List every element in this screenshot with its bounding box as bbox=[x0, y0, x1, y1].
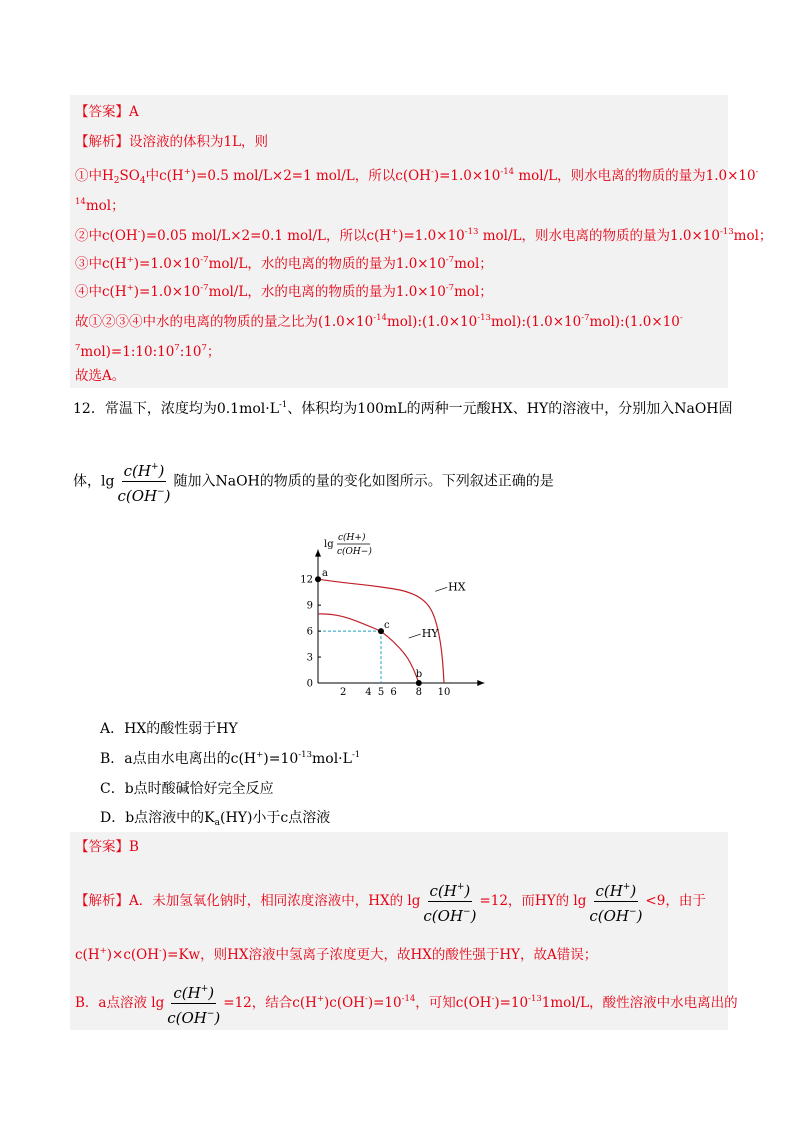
t: 7 bbox=[201, 343, 207, 353]
t: c(H bbox=[173, 984, 201, 1002]
t: - bbox=[364, 994, 368, 1004]
answer-line bbox=[75, 838, 139, 856]
t: 7 bbox=[174, 343, 180, 353]
ylabel-num: c(H+) bbox=[338, 533, 366, 543]
t: )=1.0×10 bbox=[433, 168, 501, 184]
point-b bbox=[416, 680, 422, 686]
t: -13 bbox=[464, 227, 479, 237]
t: ) bbox=[464, 882, 471, 900]
t: =12，结合c(H bbox=[223, 995, 317, 1011]
answer-value: A bbox=[129, 104, 139, 120]
analysis-line-4 bbox=[75, 251, 493, 273]
t: )=Kw，则HX溶液中氢离子浓度更大，故HX的酸性强于HY，故A错误； bbox=[161, 947, 598, 963]
t: ； bbox=[206, 344, 221, 360]
y-tick-label: 6 bbox=[306, 626, 313, 638]
t: ) bbox=[214, 1009, 221, 1027]
t: )=1.0×10 bbox=[133, 284, 201, 300]
analysis-line-0 bbox=[75, 133, 268, 151]
t: - bbox=[137, 227, 141, 237]
t: -14 bbox=[401, 994, 416, 1004]
series-leader-hx bbox=[435, 587, 447, 591]
t: ②中c(OH bbox=[75, 228, 138, 244]
t: 体，lg bbox=[73, 473, 115, 490]
fraction bbox=[115, 457, 172, 506]
option-d bbox=[100, 807, 330, 828]
t: c(H bbox=[123, 462, 151, 480]
t: 中c(H bbox=[145, 168, 184, 184]
t: + bbox=[126, 283, 134, 293]
series-leader-hy bbox=[409, 634, 421, 638]
t: :10 bbox=[179, 344, 202, 360]
t: mol/L，则水电离的物质的量为1.0×10 bbox=[514, 168, 756, 184]
series-line-hy bbox=[318, 614, 419, 683]
t: - bbox=[491, 994, 495, 1004]
t: mol/L，水的电离的物质的量为1.0×10 bbox=[208, 284, 446, 300]
t: + bbox=[316, 994, 324, 1004]
t: =12，而HY的 lg bbox=[479, 893, 587, 909]
t: -13 bbox=[528, 994, 542, 1004]
fraction bbox=[587, 877, 644, 926]
analysis-line-3 bbox=[75, 223, 772, 245]
t: -13 bbox=[298, 750, 312, 760]
y-tick-label: 12 bbox=[300, 574, 313, 586]
x-tick-label: 2 bbox=[340, 687, 347, 698]
t: ) bbox=[158, 462, 165, 480]
analysis-line-6 bbox=[75, 309, 683, 331]
t: ) bbox=[164, 487, 171, 505]
t: 4 bbox=[139, 176, 146, 186]
t: ) bbox=[208, 984, 215, 1002]
analysis-line-2 bbox=[75, 942, 597, 964]
t: )=10 bbox=[367, 995, 402, 1011]
answer-line bbox=[75, 103, 139, 121]
analysis-line-5 bbox=[75, 279, 493, 301]
option-b bbox=[100, 748, 360, 768]
t: mol):(1.0×10 bbox=[490, 314, 582, 330]
t: mol)=1:10:10 bbox=[80, 344, 175, 360]
chart-axes bbox=[315, 550, 484, 686]
t: mol):(1.0×10 bbox=[589, 314, 680, 330]
t: SO bbox=[119, 168, 140, 184]
t: c(OH bbox=[117, 487, 158, 505]
x-tick-label: 4 bbox=[365, 687, 372, 698]
analysis-label: 【解析】 bbox=[75, 893, 129, 909]
t: 故①②③④中水的电离的物质的量之比为(1.0×10 bbox=[75, 314, 374, 330]
chart-guides bbox=[318, 631, 381, 683]
t: 14 bbox=[75, 197, 86, 207]
answer-label: 【答案】 bbox=[75, 104, 129, 120]
ylabel-lg: lg bbox=[324, 539, 334, 550]
analysis-line-1 bbox=[75, 877, 706, 926]
chart bbox=[300, 520, 510, 700]
t: ) bbox=[636, 907, 643, 925]
t: B．a点由水电离出的c(H bbox=[100, 751, 257, 767]
analysis-line-7 bbox=[75, 339, 220, 361]
t: -7 bbox=[200, 283, 209, 293]
t: -1 bbox=[279, 400, 288, 410]
t: + bbox=[256, 750, 264, 760]
t: − bbox=[629, 907, 637, 917]
y-tick-label: 0 bbox=[306, 678, 313, 690]
point-a bbox=[315, 576, 321, 582]
t: )c(OH bbox=[324, 995, 365, 1011]
y-axis-arrow bbox=[315, 550, 321, 557]
option-a bbox=[100, 718, 238, 738]
question-line-2 bbox=[73, 457, 554, 506]
x-tick-label: 6 bbox=[390, 687, 397, 698]
series-label-hx: HX bbox=[448, 580, 466, 594]
t: mol； bbox=[454, 284, 493, 300]
t: mol； bbox=[85, 198, 125, 214]
analysis-label: 【解析】 bbox=[75, 134, 129, 150]
t: c(OH bbox=[423, 907, 464, 925]
t: − bbox=[157, 487, 165, 497]
t: )=0.05 mol/L×2=0.1 mol/L，所以c(H bbox=[140, 228, 392, 244]
t: )=10 bbox=[494, 995, 529, 1011]
t: - bbox=[679, 313, 683, 323]
t: -7 bbox=[200, 255, 209, 265]
t: -14 bbox=[373, 313, 387, 323]
t: A．HX的酸性弱于HY bbox=[100, 721, 238, 737]
ylabel-den: c(OH−) bbox=[337, 547, 372, 557]
t: 12．常温下，浓度均为0.1mol·L bbox=[73, 401, 280, 417]
t: (HY)小于c点溶液 bbox=[220, 810, 331, 826]
analysis-line-8 bbox=[75, 367, 125, 385]
t: A．未加氢氧化钠时，相同浓度溶液中，HX的 lg bbox=[129, 893, 421, 909]
y-tick-label: 9 bbox=[306, 600, 313, 612]
option-c bbox=[100, 778, 274, 798]
t: c(H bbox=[429, 882, 457, 900]
t: mol； bbox=[733, 228, 773, 244]
fraction bbox=[165, 979, 222, 1028]
x-tick-label: 5 bbox=[377, 687, 385, 698]
t: 、体积均为100mL的两种一元酸HX、HY的溶液中，分别加入NaOH固 bbox=[287, 401, 733, 417]
t: B．a点溶液 lg bbox=[75, 995, 165, 1011]
t: D．b点溶液中的K bbox=[100, 810, 215, 826]
series-label-hy: HY bbox=[421, 627, 439, 641]
t: c(H bbox=[595, 882, 623, 900]
analysis-line-1 bbox=[75, 163, 758, 190]
analysis-text: 设溶液的体积为1L，则 bbox=[129, 134, 269, 150]
analysis-line-2 bbox=[75, 193, 125, 215]
t: <9，由于 bbox=[645, 893, 706, 909]
analysis-line-3 bbox=[75, 977, 738, 1028]
t: ①中H bbox=[75, 168, 114, 184]
t: + bbox=[150, 462, 159, 472]
t: 2 bbox=[113, 176, 120, 186]
t: ，可知c(OH bbox=[415, 995, 492, 1011]
t: 随加入NaOH的物质的量的变化如图所示。下列叙述正确的是 bbox=[173, 473, 554, 490]
answer-label: 【答案】 bbox=[75, 839, 129, 855]
t: mol/L，则水电离的物质的量为1.0×10 bbox=[478, 228, 720, 244]
t: mol/L，水的电离的物质的量为1.0×10 bbox=[208, 256, 446, 272]
point-label-a: a bbox=[322, 568, 328, 580]
t: + bbox=[200, 984, 209, 994]
x-tick-label: 8 bbox=[415, 687, 422, 698]
t: )×c(OH bbox=[106, 947, 159, 963]
point-label-c: c bbox=[384, 620, 390, 632]
t: -14 bbox=[500, 167, 515, 177]
t: -1 bbox=[351, 750, 361, 760]
point-label-b: b bbox=[415, 669, 423, 680]
t: + bbox=[183, 167, 191, 177]
t: -7 bbox=[445, 255, 455, 265]
chart-ylabel bbox=[324, 532, 372, 557]
t: + bbox=[99, 946, 107, 956]
t: 7 bbox=[75, 343, 81, 353]
t: )=1.0×10 bbox=[133, 256, 201, 272]
t: c(OH bbox=[167, 1009, 207, 1027]
t: )=1.0×10 bbox=[398, 228, 465, 244]
x-tick-label: 10 bbox=[437, 687, 451, 698]
t: )=10 bbox=[263, 751, 299, 767]
fraction bbox=[421, 877, 478, 926]
t: -7 bbox=[445, 283, 455, 293]
t: − bbox=[463, 907, 471, 917]
answer-block-2 bbox=[70, 832, 738, 1030]
t: C．b点时酸碱恰好完全反应 bbox=[100, 781, 274, 797]
t: ) bbox=[630, 882, 637, 900]
t: a bbox=[214, 818, 221, 828]
t: ) bbox=[470, 907, 477, 925]
y-tick-label: 3 bbox=[306, 652, 313, 664]
question-line-1 bbox=[73, 398, 733, 418]
t: 故选A。 bbox=[75, 368, 126, 384]
t: c(H bbox=[75, 947, 100, 963]
t: ④中c(H bbox=[75, 284, 127, 300]
t: mol； bbox=[454, 256, 493, 272]
t: + bbox=[456, 882, 465, 892]
answer-value: B bbox=[129, 839, 139, 855]
t: + bbox=[622, 882, 631, 892]
t: -13 bbox=[477, 313, 491, 323]
t: + bbox=[126, 255, 134, 265]
t: mol):(1.0×10 bbox=[386, 314, 478, 330]
t: c(OH bbox=[589, 907, 630, 925]
t: - bbox=[158, 946, 162, 956]
t: ③中c(H bbox=[75, 256, 127, 272]
t: mol·L bbox=[312, 751, 352, 767]
t: - bbox=[755, 167, 759, 177]
t: -7 bbox=[581, 313, 590, 323]
t: )=0.5 mol/L×2=1 mol/L，所以c(OH bbox=[190, 168, 431, 184]
answer-block-1 bbox=[70, 95, 773, 388]
t: -13 bbox=[719, 227, 734, 237]
t: - bbox=[430, 167, 434, 177]
x-axis-arrow bbox=[477, 680, 484, 686]
t: + bbox=[391, 227, 399, 237]
t: − bbox=[206, 1009, 215, 1019]
t: 1mol/L，酸性溶液中水电离出的 bbox=[541, 995, 738, 1011]
